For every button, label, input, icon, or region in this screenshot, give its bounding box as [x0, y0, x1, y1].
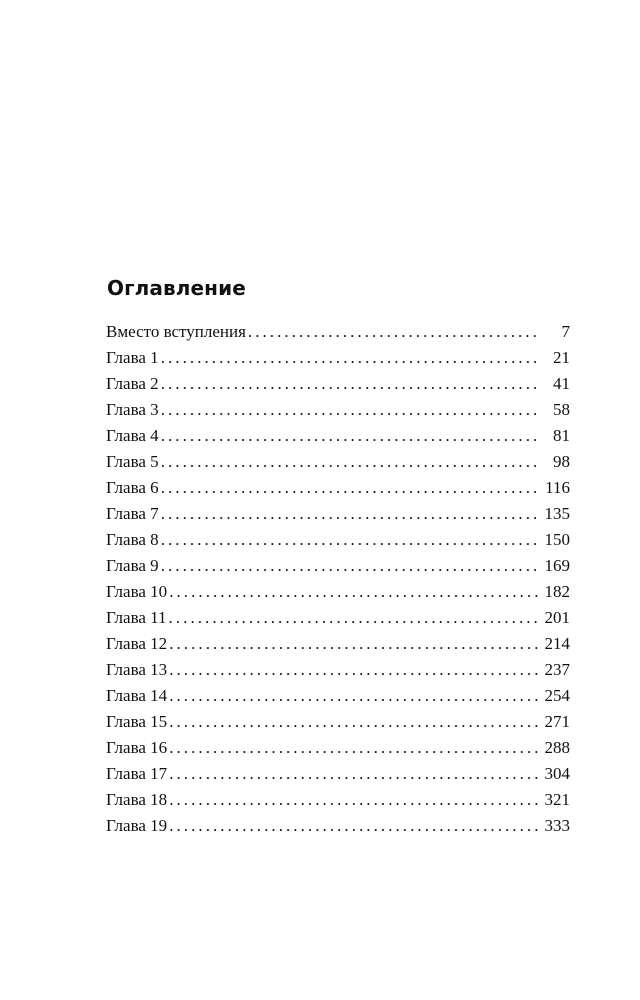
- toc-entry-page: 304: [544, 764, 570, 783]
- toc-entry-page: 237: [544, 660, 570, 679]
- dot-leader: [248, 319, 540, 345]
- dot-leader: [169, 813, 540, 839]
- toc-entry: [106, 397, 570, 423]
- toc-entry: [106, 553, 570, 579]
- toc-entry: [106, 683, 570, 709]
- toc-entry-label: Глава 6: [106, 478, 159, 497]
- dot-leader: [161, 449, 540, 475]
- dot-leader: [161, 397, 540, 423]
- toc-entry-page: 135: [544, 504, 570, 523]
- toc-entry: [106, 501, 570, 527]
- dot-leader: [161, 553, 540, 579]
- toc-entry: [106, 709, 570, 735]
- toc-entry: [106, 761, 570, 787]
- table-of-contents: [106, 275, 570, 839]
- dot-leader: [169, 761, 540, 787]
- dot-leader: [161, 345, 540, 371]
- toc-entry-label: Глава 7: [106, 504, 159, 523]
- toc-entry-label: Глава 1: [106, 348, 159, 367]
- dot-leader: [169, 605, 540, 631]
- dot-leader: [169, 787, 540, 813]
- toc-entry: [106, 475, 570, 501]
- toc-entry-page: 81: [553, 426, 570, 445]
- toc-entry: [106, 787, 570, 813]
- toc-entry-page: 182: [544, 582, 570, 601]
- toc-title: Оглавление: [107, 276, 246, 300]
- toc-entry-page: 116: [545, 478, 570, 497]
- toc-entry-label: Глава 16: [106, 738, 168, 757]
- toc-entry-label: Глава 5: [106, 452, 159, 471]
- dot-leader: [169, 657, 540, 683]
- toc-entry-page: 201: [544, 608, 570, 627]
- toc-entry-label: Глава 15: [106, 712, 168, 731]
- toc-entry-label: Вместо вступления: [106, 322, 246, 341]
- toc-entry-page: 150: [544, 530, 570, 549]
- dot-leader: [169, 735, 540, 761]
- dot-leader: [169, 683, 540, 709]
- toc-entry: [106, 735, 570, 761]
- toc-entry-label: Глава 11: [106, 608, 167, 627]
- toc-entry-page: 41: [553, 374, 570, 393]
- toc-entry-page: 254: [544, 686, 570, 705]
- toc-entry-page: 98: [553, 452, 570, 471]
- toc-entry-label: Глава 13: [106, 660, 168, 679]
- toc-entry-label: Глава 12: [106, 634, 168, 653]
- toc-entry-page: 7: [561, 322, 570, 341]
- toc-list: [106, 319, 570, 839]
- toc-entry: [106, 371, 570, 397]
- toc-entry-label: Глава 4: [106, 426, 159, 445]
- toc-entry: [106, 345, 570, 371]
- toc-entry: [106, 605, 570, 631]
- toc-entry-label: Глава 18: [106, 790, 168, 809]
- toc-entry-label: Глава 10: [106, 582, 168, 601]
- dot-leader: [169, 579, 540, 605]
- toc-entry-page: 271: [544, 712, 570, 731]
- dot-leader: [161, 371, 540, 397]
- toc-entry-page: 288: [544, 738, 570, 757]
- toc-entry: [106, 527, 570, 553]
- toc-entry: [106, 319, 570, 345]
- toc-entry-page: 21: [553, 348, 570, 367]
- toc-entry-label: Глава 9: [106, 556, 159, 575]
- toc-entry-page: 169: [544, 556, 570, 575]
- dot-leader: [169, 631, 540, 657]
- toc-entry-page: 214: [544, 634, 570, 653]
- toc-entry: [106, 813, 570, 839]
- toc-entry-label: Глава 8: [106, 530, 159, 549]
- dot-leader: [161, 501, 540, 527]
- toc-entry-label: Глава 19: [106, 816, 168, 835]
- toc-entry: [106, 631, 570, 657]
- dot-leader: [169, 709, 540, 735]
- toc-entry: [106, 657, 570, 683]
- toc-entry-page: 321: [544, 790, 570, 809]
- toc-entry: [106, 579, 570, 605]
- dot-leader: [161, 475, 540, 501]
- dot-leader: [161, 527, 540, 553]
- toc-entry-page: 333: [544, 816, 570, 835]
- toc-entry-label: Глава 17: [106, 764, 168, 783]
- dot-leader: [161, 423, 540, 449]
- toc-entry-label: Глава 3: [106, 400, 159, 419]
- toc-entry: [106, 449, 570, 475]
- toc-entry: [106, 423, 570, 449]
- toc-entry-page: 58: [553, 400, 570, 419]
- toc-entry-label: Глава 2: [106, 374, 159, 393]
- toc-entry-label: Глава 14: [106, 686, 168, 705]
